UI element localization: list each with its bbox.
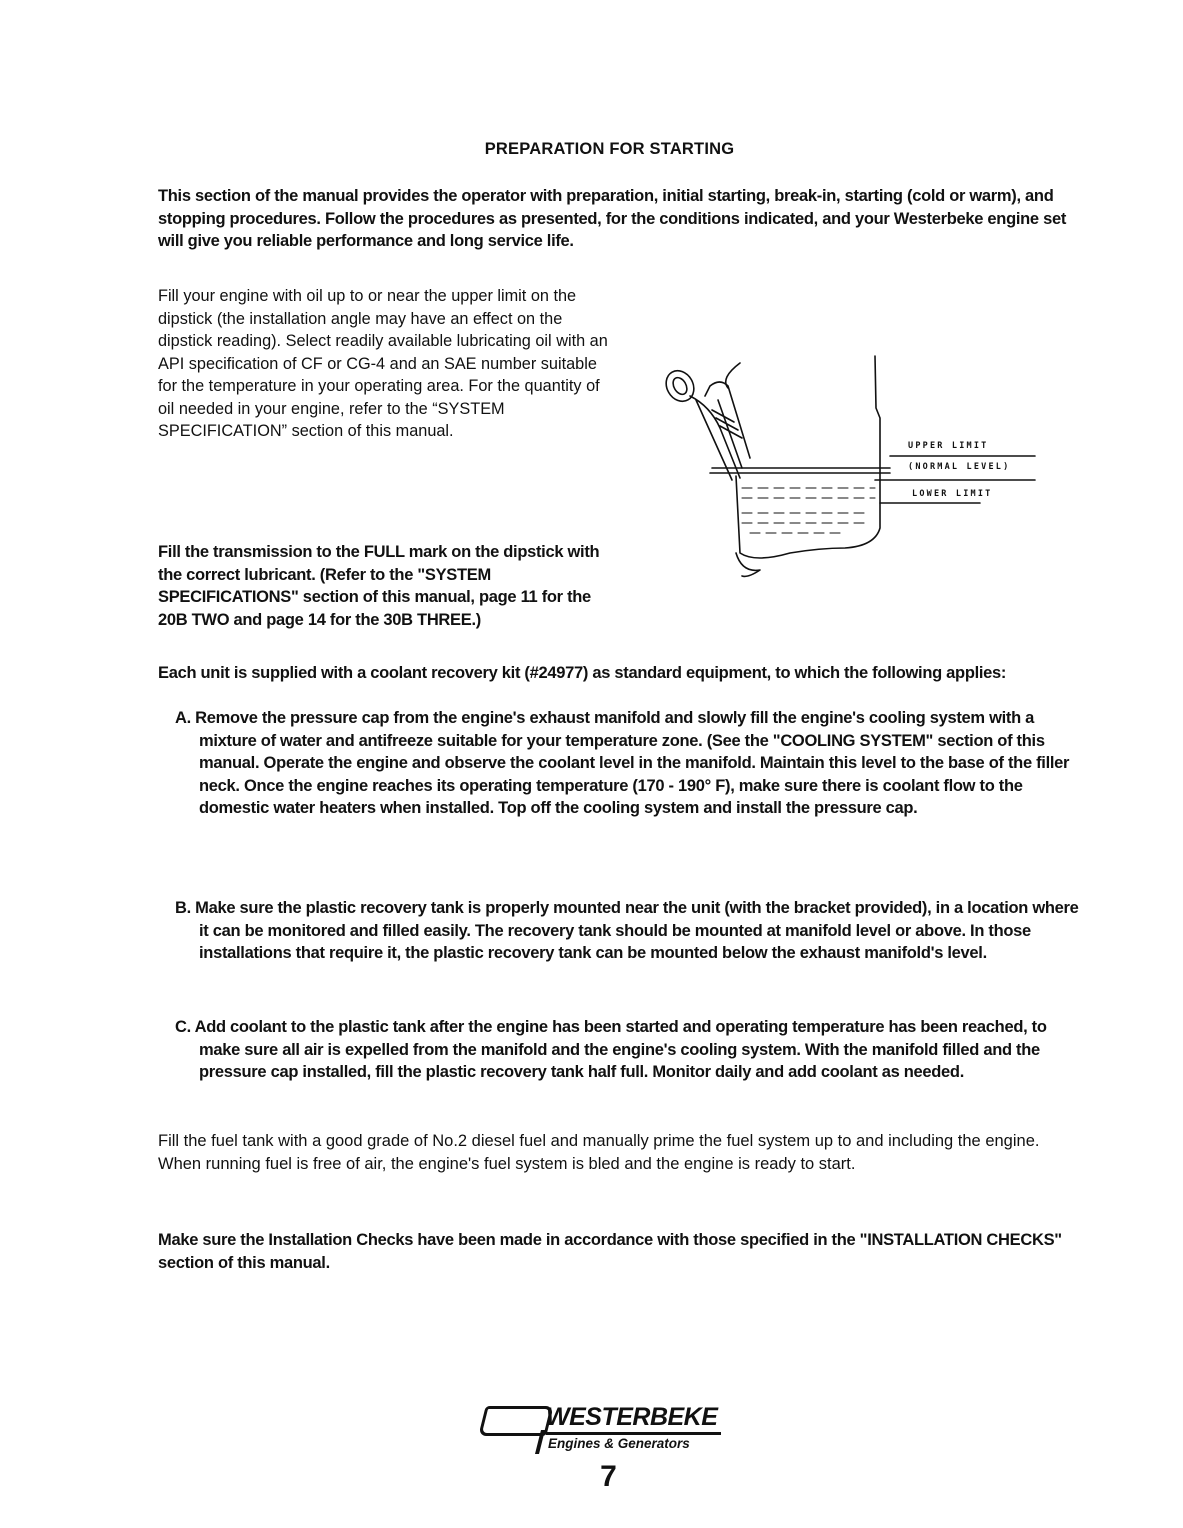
coolant-step-c: C. Add coolant to the plastic tank after the engine has been started and operating temperature has been reached, to make sure all air is expelled from the manifold and the engine's cooling system. With the manifold filled and the pressure cap installed, fill the plastic recovery tank half full. Monitor daily and add coolant as needed. bbox=[175, 1018, 1047, 1081]
coolant-intro-paragraph: Each unit is supplied with a coolant recovery kit (#24977) as standard equipment, to which the following applies: bbox=[158, 664, 1007, 682]
transmission-paragraph: Fill the transmission to the FULL mark on the dipstick with the correct lubricant. (Refer to the "SYSTEM SPECIFICATIONS" section of this manual, page 11 for the 20B TWO and page 14 for the 30B THREE.) bbox=[158, 543, 600, 629]
page-number: 7 bbox=[600, 1460, 617, 1493]
intro-paragraph: This section of the manual provides the operator with preparation, initial starting, break-in, starting (cold or warm), and stopping procedures. Follow the procedures as presented, for the conditions indicated, and your Westerbeke engine set will give you reliable performance and long service life. bbox=[158, 187, 1067, 250]
westerbeke-logo bbox=[482, 1400, 742, 1460]
fuel-fill-paragraph: Fill the fuel tank with a good grade of No.2 diesel fuel and manually prime the fuel system up to and including the engine. When running fuel is free of air, the engine's fuel system is bled and the engine is ready to start. bbox=[158, 1132, 1040, 1173]
coolant-step-b: B. Make sure the plastic recovery tank is properly mounted near the unit (with the bracket provided), in a location where it can be monitored and filled easily. The recovery tank should be mounted at manifold level or above. In those installations that require it, the plastic recovery tank can be mounted below the exhaust manifold's level. bbox=[175, 899, 1079, 962]
dipstick-diagram bbox=[650, 348, 1070, 588]
oil-fill-paragraph: Fill your engine with oil up to or near the upper limit on the dipstick (the installation angle may have an effect on the dipstick reading). Select readily available lubricating oil with an API specification of CF or CG-4 and an SAE number suitable for the temperature in your operating area. For the quantity of oil needed in your engine, refer to the “SYSTEM SPECIFICATION” section of this manual. bbox=[158, 287, 608, 440]
logo-tagline: Engines & Generators bbox=[548, 1436, 690, 1451]
logo-brand: WESTERBEKE bbox=[546, 1402, 721, 1435]
upper-limit-label: UPPER LIMIT bbox=[908, 441, 989, 451]
lower-limit-label: LOWER LIMIT bbox=[912, 489, 993, 499]
coolant-step-a: A. Remove the pressure cap from the engine's exhaust manifold and slowly fill the engine's cooling system with a mixture of water and antifreeze suitable for your temperature zone. (See the "COOLING SYSTEM" section of this manual. Operate the engine and observe the coolant level in the manifold. Maintain this level to the base of the filler neck. Once the engine reaches its operating temperature (170 - 190° F), make sure there is coolant flow to the domestic water heaters when installed. Top off the cooling system and install the pressure cap. bbox=[175, 709, 1070, 817]
page-title: PREPARATION FOR STARTING bbox=[484, 140, 735, 158]
installation-checks-paragraph: Make sure the Installation Checks have been made in accordance with those specified in the "INSTALLATION CHECKS" section of this manual. bbox=[158, 1231, 1062, 1272]
normal-level-label: (NORMAL LEVEL) bbox=[908, 462, 1011, 472]
